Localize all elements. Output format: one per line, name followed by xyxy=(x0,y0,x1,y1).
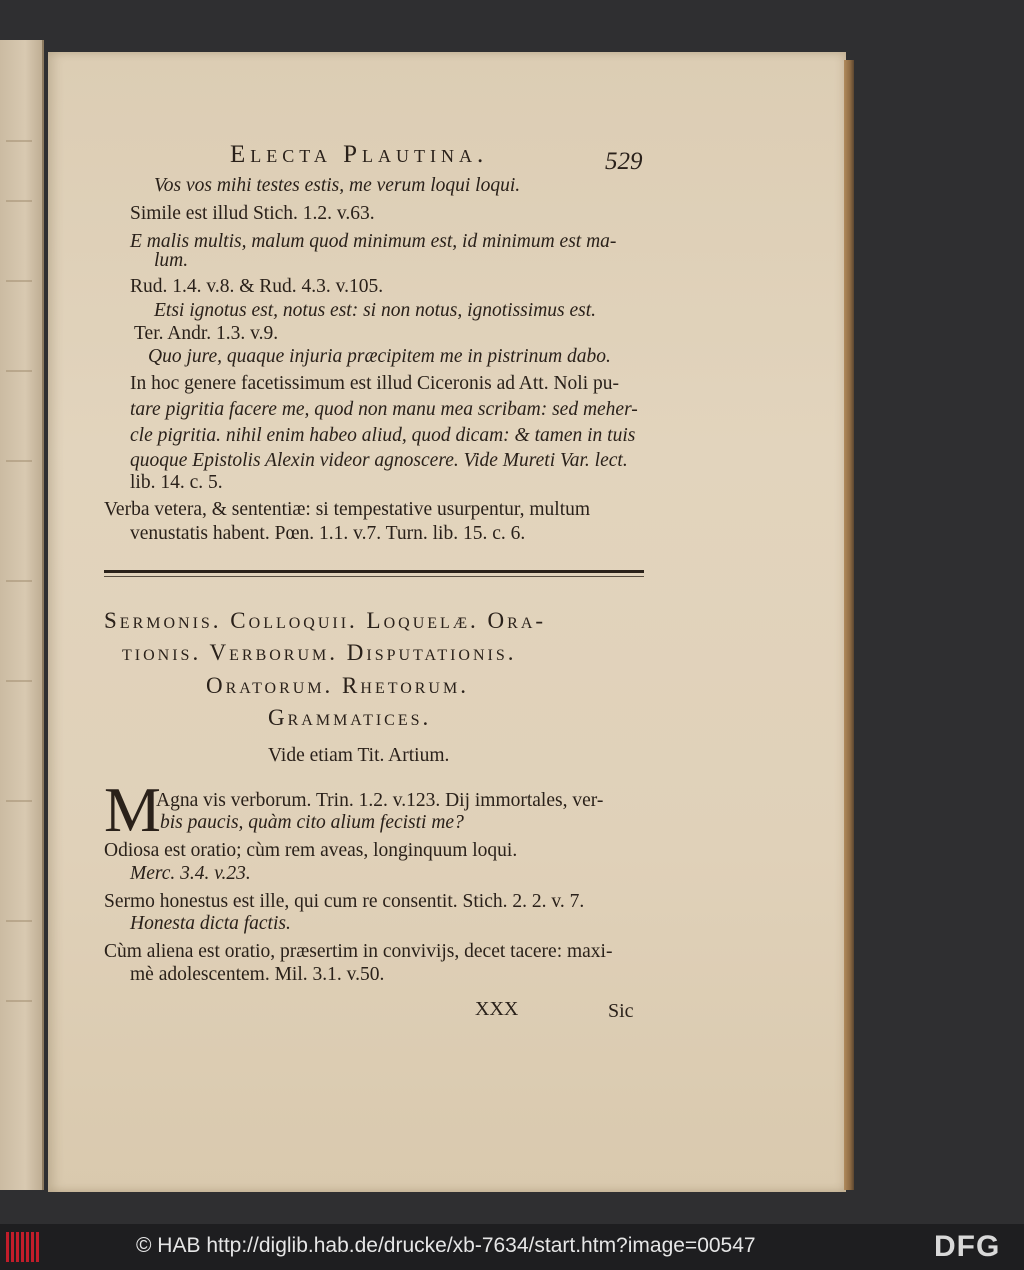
section-divider xyxy=(104,570,644,573)
section-title-line: Oratorum. Rhetorum. xyxy=(206,673,469,698)
section-title-line: Grammatices. xyxy=(268,705,432,730)
text-line: Simile est illud Stich. 1.2. v.63. xyxy=(130,203,375,224)
text-line: Quo jure, quaque injuria præcipitem me in pistrinum dabo. xyxy=(148,346,611,367)
running-title: Electa Plautina. xyxy=(230,141,489,168)
entry-line: Agna vis verborum. Trin. 1.2. v.123. Dij immortales, ver- xyxy=(156,790,604,811)
page-number: 529 xyxy=(605,148,643,175)
facing-page-edge xyxy=(0,40,44,1190)
text-line: cle pigritia. nihil enim habeo aliud, quod dicam: & tamen in tuis xyxy=(130,425,636,446)
text-line: Etsi ignotus est, notus est: si non notus, ignotissimus est. xyxy=(154,300,597,321)
text-line: lib. 14. c. 5. xyxy=(130,472,223,493)
entry-line: Sermo honestus est ille, qui cum re consentit. Stich. 2. 2. v. 7. xyxy=(104,891,585,912)
text-line: tare pigritia facere me, quod non manu mea scribam: sed meher- xyxy=(130,399,638,420)
text-line: Rud. 1.4. v.8. & Rud. 4.3. v.105. xyxy=(130,276,384,297)
signature-mark: XXX xyxy=(475,998,519,1020)
section-title-line: Sermonis. Colloquii. Loquelæ. Ora- xyxy=(104,608,547,633)
footer-bar xyxy=(0,1224,1024,1270)
entry-line: Cùm aliena est oratio, præsertim in convivijs, decet tacere: maxi- xyxy=(104,941,613,962)
text-line: lum. xyxy=(154,250,189,271)
text-line: In hoc genere facetissimum est illud Ciceronis ad Att. Noli pu- xyxy=(130,373,620,394)
text-line: Vos vos mihi testes estis, me verum loqui loqui. xyxy=(154,175,521,196)
drop-cap: M xyxy=(104,774,161,845)
entry-line: mè adolescentem. Mil. 3.1. v.50. xyxy=(130,964,385,985)
dfg-logo[interactable]: DFG xyxy=(934,1230,1001,1263)
section-divider-thin xyxy=(104,576,644,577)
hab-logo-icon[interactable] xyxy=(6,1232,48,1262)
text-line: venustatis habent. Pœn. 1.1. v.7. Turn. lib. 15. c. 6. xyxy=(130,523,526,544)
entry-line: bis paucis, quàm cito alium fecisti me? xyxy=(160,812,464,833)
see-also: Vide etiam Tit. Artium. xyxy=(268,745,450,766)
entry-line: Honesta dicta factis. xyxy=(130,913,291,934)
text-line: Ter. Andr. 1.3. v.9. xyxy=(134,323,279,344)
text-line: quoque Epistolis Alexin videor agnoscere. Vide Mureti Var. lect. xyxy=(130,450,628,471)
text-line: E malis multis, malum quod minimum est, id minimum est ma- xyxy=(130,231,617,252)
entry-line: Odiosa est oratio; cùm rem aveas, longinquum loqui. xyxy=(104,840,518,861)
page-edge xyxy=(844,60,854,1190)
entry-line: Merc. 3.4. v.23. xyxy=(130,863,251,884)
text-line: Verba vetera, & sententiæ: si tempestative usurpentur, multum xyxy=(104,499,591,520)
section-title-line: tionis. Verborum. Disputationis. xyxy=(122,640,517,665)
credit-link[interactable]: © HAB http://diglib.hab.de/drucke/xb-7634/start.htm?image=00547 xyxy=(136,1234,756,1257)
catchword: Sic xyxy=(608,1000,634,1022)
